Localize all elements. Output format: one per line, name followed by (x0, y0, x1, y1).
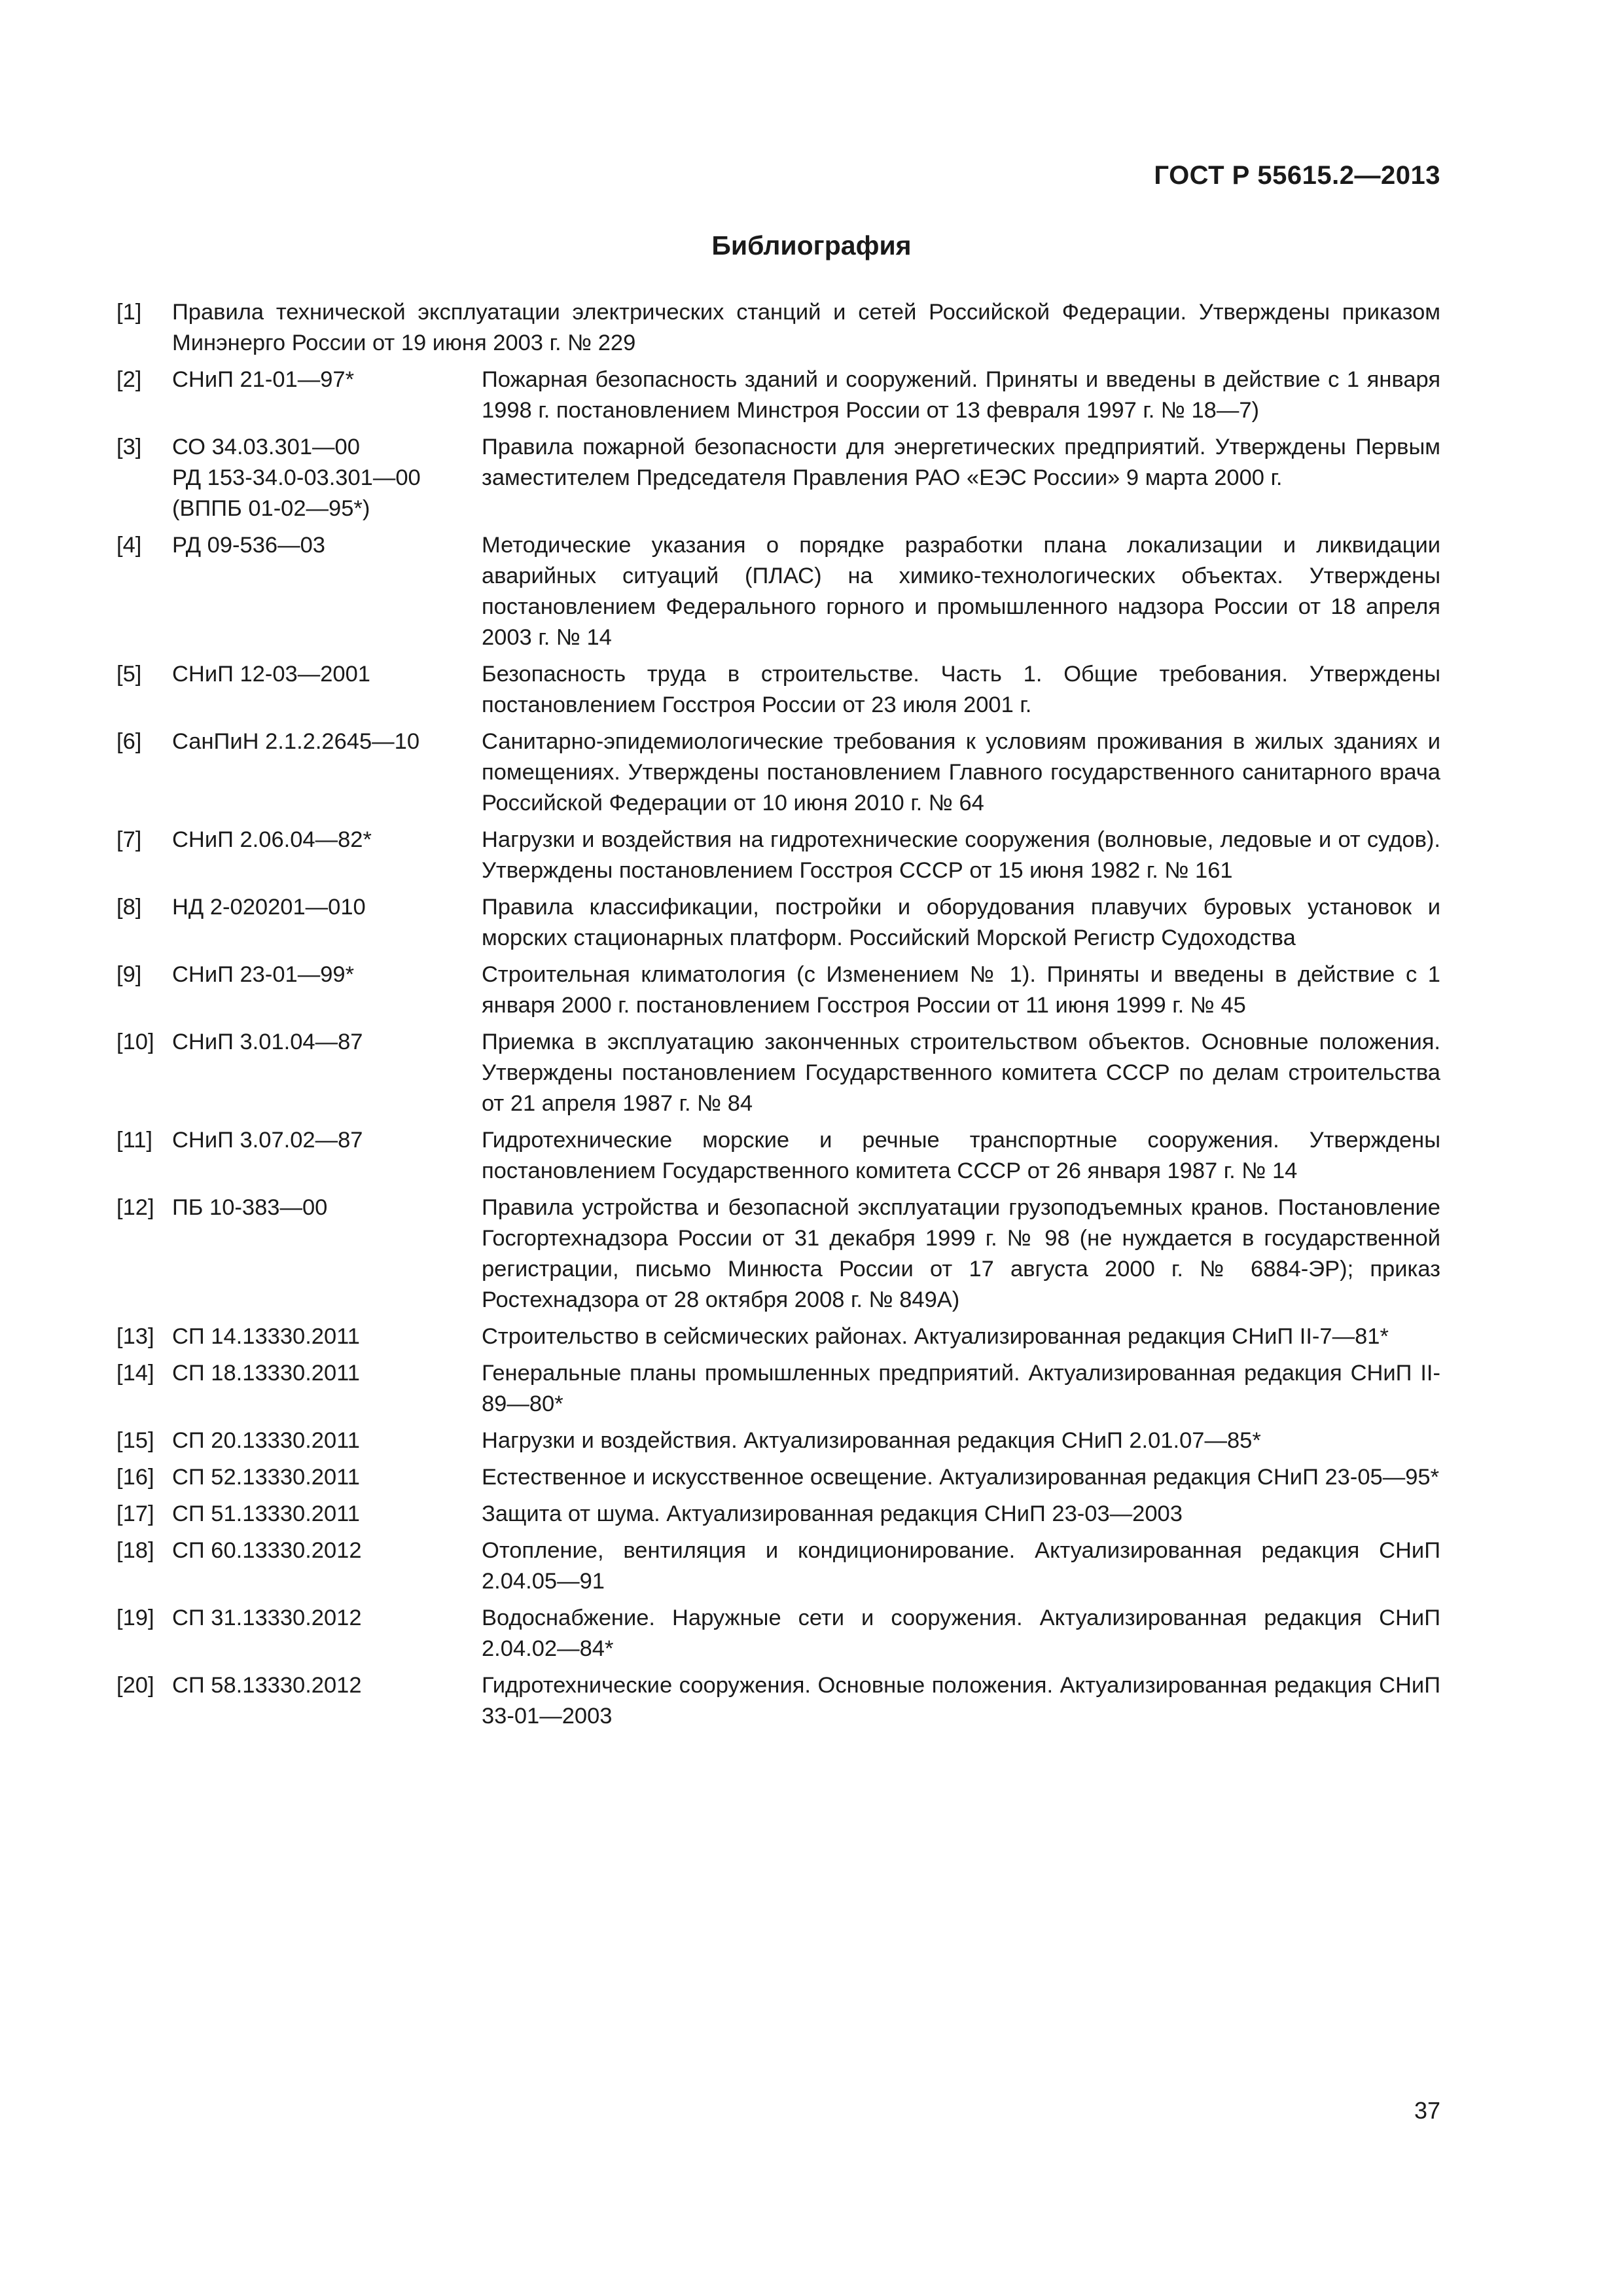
entry-code: СП 58.13330.2012 (172, 1673, 362, 1698)
entry-number: [4] (116, 533, 142, 558)
entry-number: [2] (116, 367, 142, 392)
bibliography-entry (116, 659, 1440, 721)
entry-description: Гидротехнические сооружения. Основные положения. Актуализированная редакция СНиП 33-01—2003 (482, 1673, 1440, 1729)
bibliography-entry (116, 1499, 1440, 1530)
entry-code: СНиП 2.06.04—82* (172, 827, 372, 852)
bibliography-entry (116, 297, 1440, 359)
entry-description: Санитарно-эпидемиологические требования к условиям проживания в жилых зданиях и помещениях. Утверждены постановлением Главного государственного санитарного врача Российской Федерации от 10 июня 2010 г. № 64 (482, 729, 1440, 816)
entry-code: СП 52.13330.2011 (172, 1465, 360, 1490)
bibliography-entry (116, 1027, 1440, 1119)
entry-code: СНиП 3.07.02—87 (172, 1128, 363, 1153)
entry-number: [11] (116, 1128, 152, 1153)
bibliography-list (116, 297, 1440, 1738)
entry-number: [12] (116, 1195, 154, 1220)
entry-code: СП 60.13330.2012 (172, 1538, 362, 1563)
bibliography-entry (116, 1670, 1440, 1732)
entry-number: [1] (116, 300, 142, 325)
bibliography-title: Библиография (711, 230, 912, 260)
entry-number: [20] (116, 1673, 154, 1698)
entry-description: Нагрузки и воздействия. Актуализированная редакция СНиП 2.01.07—85* (482, 1428, 1261, 1453)
bibliography-entry (116, 960, 1440, 1021)
entry-number: [16] (116, 1465, 154, 1490)
entry-description: Водоснабжение. Наружные сети и сооружения. Актуализированная редакция СНиП 2.04.02—84* (482, 1605, 1440, 1661)
bibliography-entry (116, 1462, 1440, 1493)
bibliography-entry (116, 530, 1440, 653)
bibliography-entry (116, 892, 1440, 954)
entry-code: СП 51.13330.2011 (172, 1501, 360, 1526)
bibliography-entry (116, 1426, 1440, 1456)
entry-description: Генеральные планы промышленных предприятий. Актуализированная редакция СНиП II-89—80* (482, 1361, 1440, 1416)
entry-code: СанПиН 2.1.2.2645—10 (172, 729, 420, 754)
entry-code: СП 14.13330.2011 (172, 1324, 360, 1349)
entry-number: [7] (116, 827, 142, 852)
entry-description: Нагрузки и воздействия на гидротехнические сооружения (волновые, ледовые и от судов). Утверждены постановлением Госстроя СССР от 15 июня 1982 г. № 161 (482, 827, 1440, 883)
entry-description: Правила устройства и безопасной эксплуатации грузоподъемных кранов. Постановление Госгортехнадзора России от 31 декабря 1999 г. № 98 (не нуждается в государственной регистрации, письмо Минюста России от 17 августа 2000 г. № 6884-ЭР); приказ Ростехнадзора от 28 октября 2008 г. № 849А) (482, 1195, 1440, 1312)
entry-description: Защита от шума. Актуализированная редакция СНиП 23-03—2003 (482, 1501, 1183, 1526)
entry-code: СНиП 12-03—2001 (172, 662, 370, 687)
bibliography-entry (116, 1125, 1440, 1187)
entry-description: Приемка в эксплуатацию законченных строительством объектов. Основные положения. Утверждены постановлением Государственного комитета СССР по делам строительства от 21 апреля 1987 г. № 84 (482, 1030, 1440, 1116)
entry-description: Безопасность труда в строительстве. Часть 1. Общие требования. Утверждены постановлением Госстроя России от 23 июля 2001 г. (482, 662, 1440, 717)
entry-number: [10] (116, 1030, 154, 1054)
entry-description: Строительная климатология (с Изменением № 1). Приняты и введены в действие с 1 января 2000 г. постановлением Госстроя России от 11 июня 1999 г. № 45 (482, 962, 1440, 1018)
bibliography-entry (116, 1193, 1440, 1316)
bibliography-entry (116, 365, 1440, 426)
entry-code: СП 20.13330.2011 (172, 1428, 360, 1453)
entry-code: СНиП 3.01.04—87 (172, 1030, 363, 1054)
entry-description: Гидротехнические морские и речные транспортные сооружения. Утверждены постановлением Государственного комитета СССР от 26 января 1987 г. № 14 (482, 1128, 1440, 1183)
entry-code: СП 18.13330.2011 (172, 1361, 360, 1386)
entry-number: [9] (116, 962, 142, 987)
entry-description: Естественное и искусственное освещение. Актуализированная редакция СНиП 23-05—95* (482, 1465, 1439, 1490)
entry-number: [19] (116, 1605, 154, 1630)
entry-code: НД 2-020201—010 (172, 895, 366, 920)
entry-description: Правила технической эксплуатации электрических станций и сетей Российской Федерации. Утверждены приказом Минэнерго России от 19 июня 2003 г. № 229 (172, 300, 1440, 355)
entry-code: СО 34.03.301—00 РД 153-34.0-03.301—00 (ВППБ 01-02—95*) (172, 435, 421, 521)
entry-description: Отопление, вентиляция и кондиционирование. Актуализированная редакция СНиП 2.04.05—91 (482, 1538, 1440, 1594)
entry-number: [14] (116, 1361, 154, 1386)
bibliography-entry (116, 825, 1440, 886)
bibliography-entry (116, 1603, 1440, 1664)
bibliography-entry (116, 726, 1440, 819)
entry-number: [3] (116, 435, 142, 459)
entry-code: РД 09-536—03 (172, 533, 325, 558)
entry-code: СНиП 21-01—97* (172, 367, 355, 392)
entry-code: СП 31.13330.2012 (172, 1605, 362, 1630)
entry-number: [17] (116, 1501, 154, 1526)
entry-code: СНиП 23-01—99* (172, 962, 355, 987)
bibliography-entry (116, 1358, 1440, 1420)
bibliography-entry (116, 1321, 1440, 1352)
entry-description: Строительство в сейсмических районах. Актуализированная редакция СНиП II-7—81* (482, 1324, 1389, 1349)
bibliography-entry (116, 1535, 1440, 1597)
page-number: 37 (1414, 2097, 1440, 2124)
entry-number: [18] (116, 1538, 154, 1563)
entry-description: Правила пожарной безопасности для энергетических предприятий. Утверждены Первым заместителем Председателя Правления РАО «ЕЭС России» 9 марта 2000 г. (482, 435, 1440, 490)
entry-number: [15] (116, 1428, 154, 1453)
entry-description: Правила классификации, постройки и оборудования плавучих буровых установок и морских стационарных платформ. Российский Морской Регистр Судоходства (482, 895, 1440, 950)
entry-description: Методические указания о порядке разработки плана локализации и ликвидации аварийных ситуаций (ПЛАС) на химико-технологических объектах. Утверждены постановлением Федерального горного и промышленного надзора России от 18 апреля 2003 г. № 14 (482, 533, 1440, 650)
entry-number: [6] (116, 729, 142, 754)
entry-code: ПБ 10-383—00 (172, 1195, 328, 1220)
entry-number: [5] (116, 662, 142, 687)
document-code: ГОСТ Р 55615.2—2013 (1154, 161, 1440, 190)
entry-number: [8] (116, 895, 142, 920)
bibliography-entry (116, 432, 1440, 524)
entry-number: [13] (116, 1324, 154, 1349)
entry-description: Пожарная безопасность зданий и сооружений. Приняты и введены в действие с 1 января 1998 г. постановлением Минстроя России от 13 февраля 1997 г. № 18—7) (482, 367, 1440, 423)
